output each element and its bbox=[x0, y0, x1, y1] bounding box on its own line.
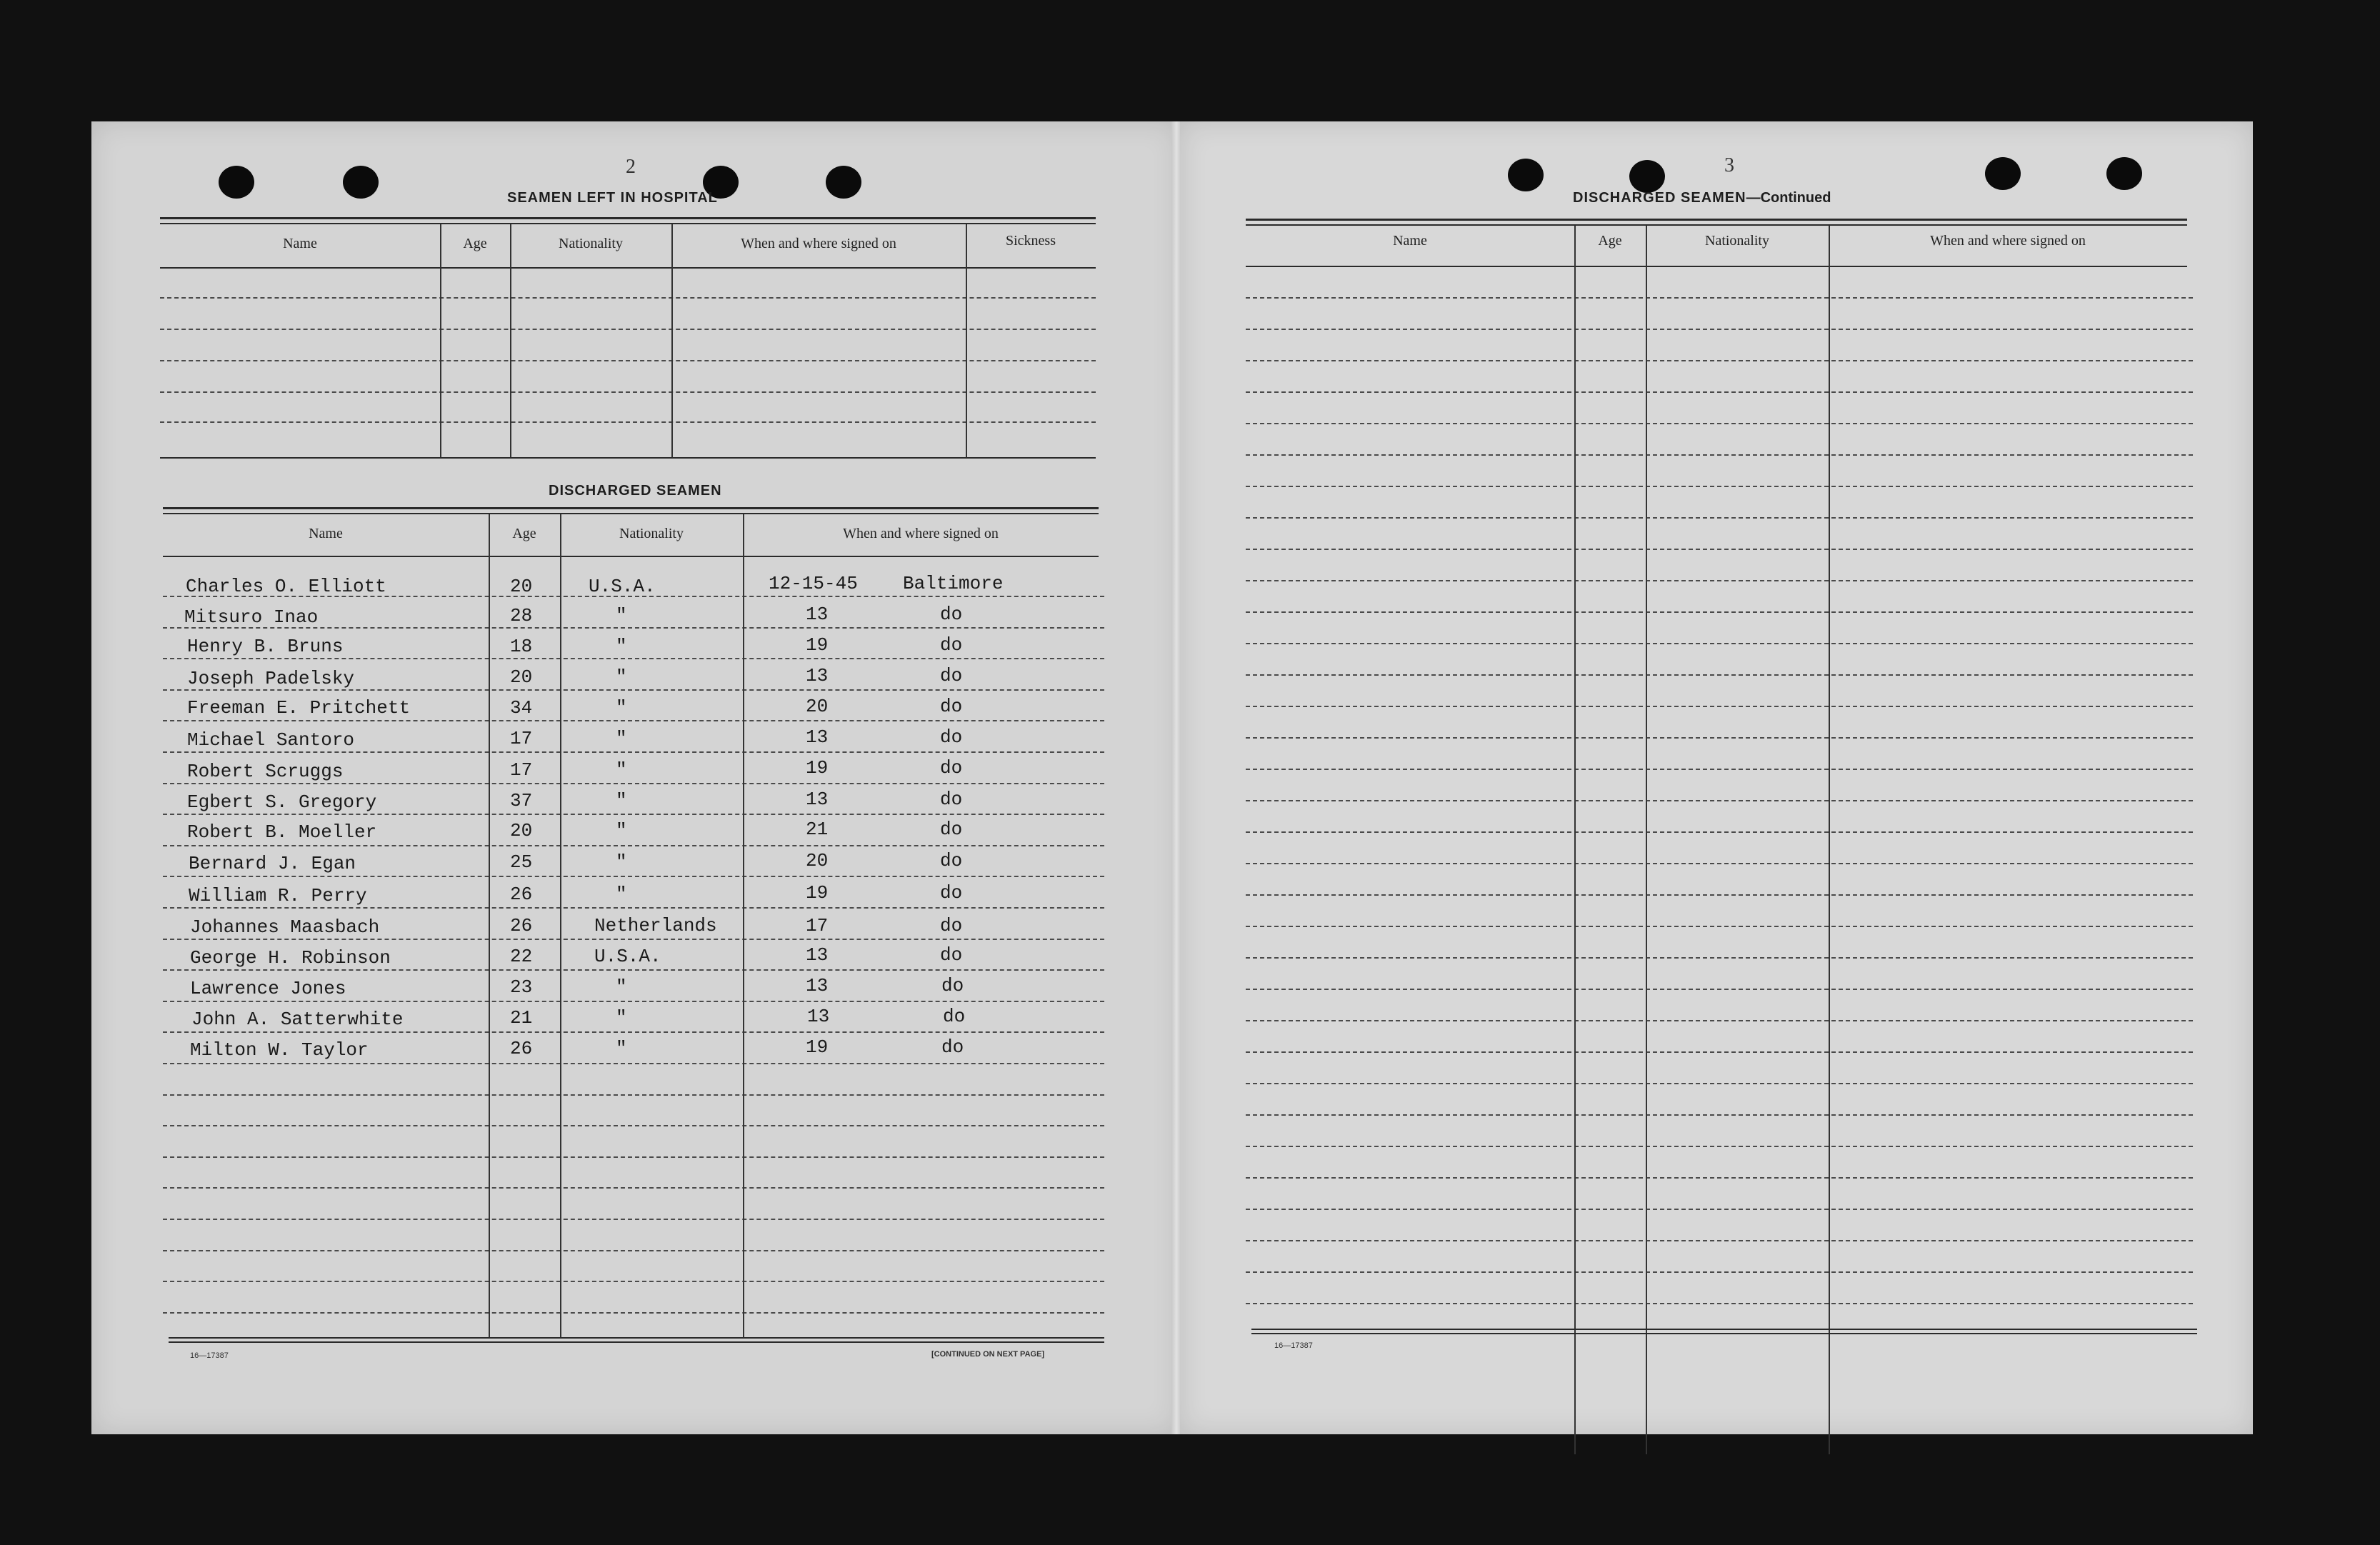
table-bottom-rule bbox=[160, 457, 1096, 459]
row-line bbox=[163, 1187, 1104, 1189]
seaman-nationality: " bbox=[616, 820, 627, 841]
signed-on-date: 19 bbox=[806, 634, 829, 656]
column-header-age: Age bbox=[1598, 233, 1622, 249]
signed-on-date: 13 bbox=[806, 665, 829, 686]
seaman-age: 23 bbox=[510, 976, 533, 998]
row-line bbox=[1246, 831, 2193, 833]
row-line bbox=[1246, 1209, 2193, 1210]
signed-on-place: do bbox=[940, 726, 963, 748]
row-line bbox=[163, 658, 1104, 659]
seaman-age: 26 bbox=[510, 915, 533, 936]
seaman-nationality: " bbox=[616, 636, 627, 657]
row-line bbox=[1246, 454, 2193, 456]
seaman-name: John A. Satterwhite bbox=[191, 1009, 404, 1030]
column-header-signed-on: When and where signed on bbox=[741, 236, 896, 251]
row-line bbox=[1246, 611, 2193, 613]
seaman-name: Robert Scruggs bbox=[187, 761, 344, 782]
column-header-nationality: Nationality bbox=[559, 236, 623, 251]
row-line bbox=[160, 329, 1096, 330]
signed-on-place: do bbox=[941, 975, 964, 996]
form-number: 16—17387 bbox=[190, 1351, 229, 1360]
seaman-age: 21 bbox=[510, 1007, 533, 1029]
hospital-section-title: SEAMEN LEFT IN HOSPITAL bbox=[507, 190, 718, 206]
signed-on-date: 13 bbox=[806, 604, 829, 625]
signed-on-date: 13 bbox=[806, 944, 829, 966]
column-header-name: Name bbox=[309, 526, 343, 541]
row-line bbox=[1246, 706, 2193, 707]
row-line bbox=[1246, 643, 2193, 644]
header-bottom-rule bbox=[163, 556, 1099, 557]
row-line bbox=[1246, 737, 2193, 739]
signed-on-place: do bbox=[941, 1036, 964, 1058]
punch-hole bbox=[219, 166, 254, 199]
row-line bbox=[163, 751, 1104, 753]
row-line bbox=[163, 907, 1104, 909]
row-line bbox=[1246, 800, 2193, 801]
column-divider bbox=[1574, 226, 1576, 1454]
signed-on-date: 19 bbox=[806, 757, 829, 779]
signed-on-date: 13 bbox=[806, 789, 829, 810]
seaman-name: Charles O. Elliott bbox=[186, 576, 386, 597]
row-line bbox=[1246, 1240, 2193, 1241]
row-line bbox=[163, 783, 1104, 784]
row-line bbox=[163, 876, 1104, 877]
row-line bbox=[163, 689, 1104, 691]
punch-hole bbox=[1629, 160, 1665, 193]
column-divider bbox=[966, 224, 967, 457]
row-line bbox=[163, 1281, 1104, 1282]
column-divider bbox=[560, 514, 561, 1339]
seaman-nationality: " bbox=[616, 1038, 627, 1059]
column-divider bbox=[743, 514, 744, 1339]
signed-on-date: 21 bbox=[806, 819, 829, 840]
table-top-rule bbox=[163, 507, 1099, 509]
header-bottom-rule bbox=[160, 267, 1096, 269]
row-line bbox=[1246, 580, 2193, 581]
seaman-nationality: U.S.A. bbox=[589, 576, 656, 597]
signed-on-place: do bbox=[940, 634, 963, 656]
row-line bbox=[1246, 486, 2193, 487]
row-line bbox=[1246, 360, 2193, 361]
column-header-signed-on: When and where signed on bbox=[843, 526, 999, 541]
column-header-nationality: Nationality bbox=[1705, 233, 1769, 249]
signed-on-place: do bbox=[940, 696, 963, 717]
row-line bbox=[163, 1156, 1104, 1158]
punch-hole bbox=[1508, 159, 1544, 191]
seaman-nationality: " bbox=[616, 790, 627, 811]
row-line bbox=[1246, 894, 2193, 896]
row-line bbox=[163, 1219, 1104, 1220]
signed-on-place: do bbox=[940, 944, 963, 966]
form-number: 16—17387 bbox=[1274, 1341, 1313, 1350]
row-line bbox=[160, 391, 1096, 393]
column-header-name: Name bbox=[1393, 233, 1427, 249]
seaman-age: 20 bbox=[510, 666, 533, 688]
table-top-rule bbox=[160, 223, 1096, 224]
table-top-rule bbox=[163, 513, 1099, 514]
column-divider bbox=[510, 224, 511, 457]
right-page bbox=[1180, 121, 2253, 1434]
table-top-rule bbox=[160, 217, 1096, 219]
section-title-suffix: —Continued bbox=[1746, 190, 1831, 206]
column-divider bbox=[440, 224, 441, 457]
punch-hole bbox=[2106, 157, 2142, 190]
seaman-name: Michael Santoro bbox=[187, 729, 355, 751]
seaman-name: Bernard J. Egan bbox=[189, 853, 356, 874]
seaman-name: Egbert S. Gregory bbox=[187, 791, 377, 813]
column-header-signed-on: When and where signed on bbox=[1930, 233, 2086, 249]
row-line bbox=[1246, 1177, 2193, 1179]
row-line bbox=[160, 360, 1096, 361]
row-line bbox=[163, 1250, 1104, 1251]
seaman-name: Robert B. Moeller bbox=[187, 821, 377, 843]
row-line bbox=[163, 1031, 1104, 1033]
row-line bbox=[1246, 863, 2193, 864]
seaman-nationality: Netherlands bbox=[594, 915, 717, 936]
signed-on-date: 19 bbox=[806, 882, 829, 904]
discharged-section-title: DISCHARGED SEAMEN bbox=[549, 483, 722, 499]
seaman-nationality: U.S.A. bbox=[594, 946, 661, 967]
column-header-age: Age bbox=[463, 236, 487, 251]
row-line bbox=[163, 1125, 1104, 1126]
seaman-nationality: " bbox=[616, 697, 627, 719]
signed-on-place: Baltimore bbox=[903, 573, 1004, 594]
row-line bbox=[1246, 674, 2193, 676]
signed-on-place: do bbox=[940, 665, 963, 686]
seaman-age: 20 bbox=[510, 576, 533, 597]
row-line bbox=[1246, 769, 2193, 770]
row-line bbox=[1246, 391, 2193, 393]
signed-on-date: 19 bbox=[806, 1036, 829, 1058]
row-line bbox=[160, 297, 1096, 299]
signed-on-date: 12-15-45 bbox=[769, 573, 858, 594]
row-line bbox=[1246, 1271, 2193, 1273]
seaman-nationality: " bbox=[616, 851, 627, 873]
punch-hole bbox=[343, 166, 379, 199]
seaman-name: Joseph Padelsky bbox=[187, 668, 355, 689]
column-divider bbox=[489, 514, 490, 1339]
seaman-nationality: " bbox=[616, 976, 627, 998]
signed-on-place: do bbox=[940, 604, 963, 625]
column-divider bbox=[1829, 226, 1830, 1454]
signed-on-date: 13 bbox=[806, 975, 829, 996]
row-line bbox=[1246, 517, 2193, 519]
row-line bbox=[1246, 926, 2193, 927]
signed-on-date: 17 bbox=[806, 915, 829, 936]
row-line bbox=[1246, 989, 2193, 990]
table-top-rule bbox=[1246, 224, 2187, 226]
seaman-name: Milton W. Taylor bbox=[190, 1039, 369, 1061]
row-line bbox=[163, 1001, 1104, 1002]
row-line bbox=[1246, 1303, 2193, 1304]
punch-hole bbox=[1985, 157, 2021, 190]
column-header-nationality: Nationality bbox=[619, 526, 684, 541]
seaman-age: 26 bbox=[510, 884, 533, 905]
table-bottom-rule bbox=[1251, 1329, 2197, 1330]
seaman-age: 28 bbox=[510, 605, 533, 626]
seaman-age: 37 bbox=[510, 790, 533, 811]
section-title-main: DISCHARGED SEAMEN bbox=[1573, 190, 1746, 206]
seaman-name: Freeman E. Pritchett bbox=[187, 697, 411, 719]
row-line bbox=[160, 421, 1096, 423]
row-line bbox=[1246, 1051, 2193, 1053]
column-header-name: Name bbox=[283, 236, 317, 251]
row-line bbox=[1246, 549, 2193, 550]
seaman-age: 26 bbox=[510, 1038, 533, 1059]
signed-on-place: do bbox=[940, 789, 963, 810]
row-line bbox=[1246, 297, 2193, 299]
row-line bbox=[1246, 1083, 2193, 1084]
seaman-age: 22 bbox=[510, 946, 533, 967]
seaman-nationality: " bbox=[616, 605, 627, 626]
seaman-name: Lawrence Jones bbox=[190, 978, 346, 999]
row-line bbox=[1246, 1020, 2193, 1021]
signed-on-date: 13 bbox=[807, 1006, 830, 1027]
page-number: 2 bbox=[626, 156, 636, 178]
row-line bbox=[163, 1312, 1104, 1314]
row-line bbox=[163, 939, 1104, 940]
continued-section-title bbox=[1573, 190, 1831, 206]
signed-on-date: 13 bbox=[806, 726, 829, 748]
seaman-name: Mitsuro Inao bbox=[184, 606, 319, 628]
seaman-age: 25 bbox=[510, 851, 533, 873]
column-header-age: Age bbox=[512, 526, 536, 541]
column-header-sickness: Sickness bbox=[1006, 233, 1056, 249]
row-line bbox=[1246, 1146, 2193, 1147]
seaman-name: George H. Robinson bbox=[190, 947, 391, 969]
table-bottom-rule bbox=[169, 1337, 1104, 1339]
page-number: 3 bbox=[1724, 154, 1734, 176]
row-line bbox=[163, 720, 1104, 721]
row-line bbox=[163, 845, 1104, 846]
row-line bbox=[1246, 329, 2193, 330]
seaman-age: 17 bbox=[510, 759, 533, 781]
row-line bbox=[1246, 423, 2193, 424]
table-bottom-rule bbox=[169, 1341, 1104, 1343]
seaman-name: Johannes Maasbach bbox=[190, 916, 380, 938]
continued-note: [CONTINUED ON NEXT PAGE] bbox=[931, 1350, 1045, 1359]
signed-on-place: do bbox=[940, 819, 963, 840]
signed-on-place: do bbox=[940, 850, 963, 871]
signed-on-place: do bbox=[940, 757, 963, 779]
seaman-age: 34 bbox=[510, 697, 533, 719]
seaman-name: Henry B. Bruns bbox=[187, 636, 344, 657]
column-divider bbox=[1646, 226, 1647, 1454]
seaman-nationality: " bbox=[616, 759, 627, 781]
header-bottom-rule bbox=[1246, 266, 2187, 267]
left-page bbox=[91, 121, 1179, 1434]
column-divider bbox=[671, 224, 673, 457]
signed-on-date: 20 bbox=[806, 850, 829, 871]
signed-on-place: do bbox=[940, 915, 963, 936]
seaman-age: 17 bbox=[510, 728, 533, 749]
table-bottom-rule bbox=[1251, 1333, 2197, 1334]
row-line bbox=[163, 969, 1104, 971]
seaman-name: William R. Perry bbox=[189, 885, 367, 906]
seaman-age: 20 bbox=[510, 820, 533, 841]
seaman-nationality: " bbox=[616, 666, 627, 688]
punch-hole bbox=[826, 166, 861, 199]
signed-on-date: 20 bbox=[806, 696, 829, 717]
table-top-rule bbox=[1246, 219, 2187, 221]
row-line bbox=[163, 1063, 1104, 1064]
seaman-nationality: " bbox=[616, 728, 627, 749]
seaman-age: 18 bbox=[510, 636, 533, 657]
row-line bbox=[1246, 1114, 2193, 1116]
signed-on-place: do bbox=[940, 882, 963, 904]
signed-on-place: do bbox=[943, 1006, 966, 1027]
row-line bbox=[163, 814, 1104, 815]
row-line bbox=[163, 1094, 1104, 1096]
seaman-nationality: " bbox=[616, 1007, 627, 1029]
seaman-nationality: " bbox=[616, 884, 627, 905]
row-line bbox=[1246, 957, 2193, 959]
